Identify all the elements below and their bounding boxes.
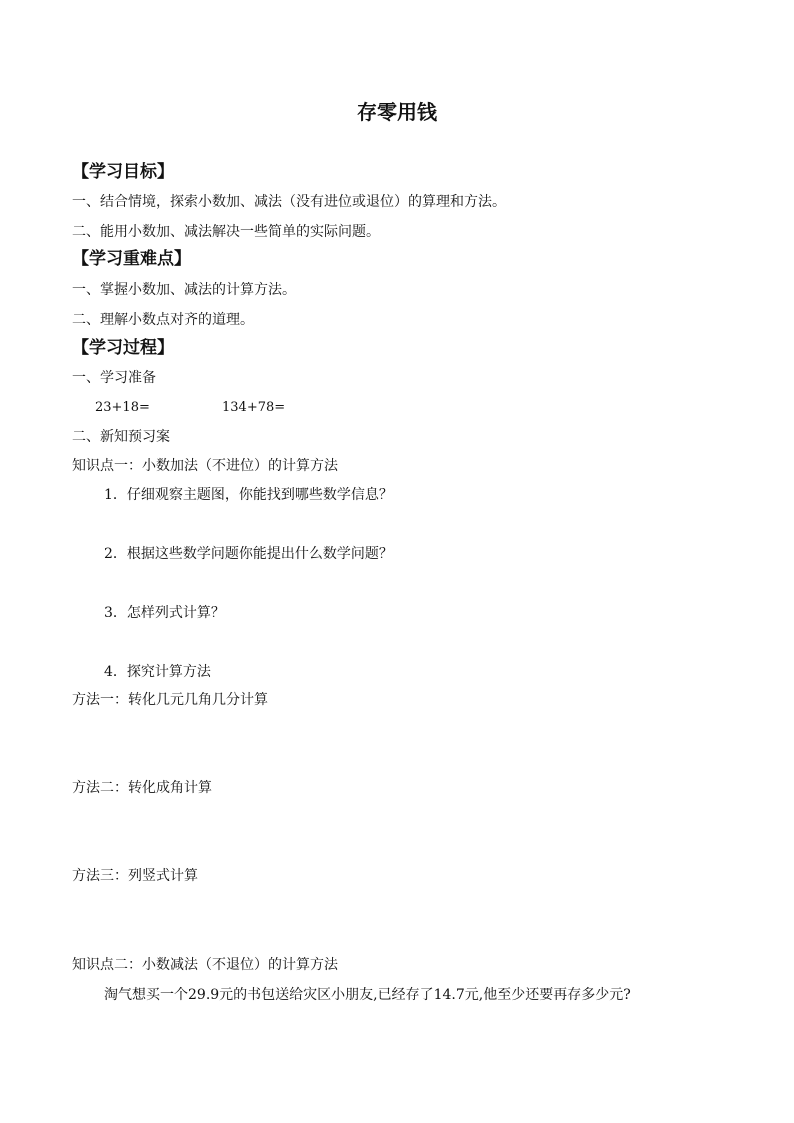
method-item: 方法三：列竖式计算 [72,868,198,884]
kp1-step: 2．根据这些数学问题你能提出什么数学问题？ [104,546,393,562]
page-title: 存零用钱 [357,100,437,124]
kp1-step: 4．探究计算方法 [104,664,211,680]
knowledge-point-1-label: 知识点一：小数加法（不进位）的计算方法 [72,458,338,474]
knowledge-point-2-label: 知识点二：小数减法（不退位）的计算方法 [72,957,338,973]
prep-expression: 134+78= [222,400,286,415]
objectives-heading: 【学习目标】 [72,162,174,182]
kp2-problem: 淘气想买一个29.9元的书包送给灾区小朋友,已经存了14.7元,他至少还要再存多少元? [104,987,631,1003]
objective-item: 二、能用小数加、减法解决一些简单的实际问题。 [72,224,380,240]
kp1-step: 3．怎样列式计算？ [104,605,225,621]
key-point-item: 二、理解小数点对齐的道理。 [72,312,254,328]
process-heading: 【学习过程】 [72,338,174,358]
key-point-item: 一、掌握小数加、减法的计算方法。 [72,282,296,298]
objective-item: 一、结合情境，探索小数加、减法（没有进位或退位）的算理和方法。 [72,194,506,210]
prep-label: 一、学习准备 [72,370,156,386]
preview-label: 二、新知预习案 [72,429,170,445]
kp1-step: 1．仔细观察主题图，你能找到哪些数学信息？ [104,487,393,503]
prep-expression: 23+18= [95,400,150,415]
key-points-heading: 【学习重难点】 [72,249,191,269]
method-item: 方法一：转化几元几角几分计算 [72,692,268,708]
method-item: 方法二：转化成角计算 [72,780,212,796]
